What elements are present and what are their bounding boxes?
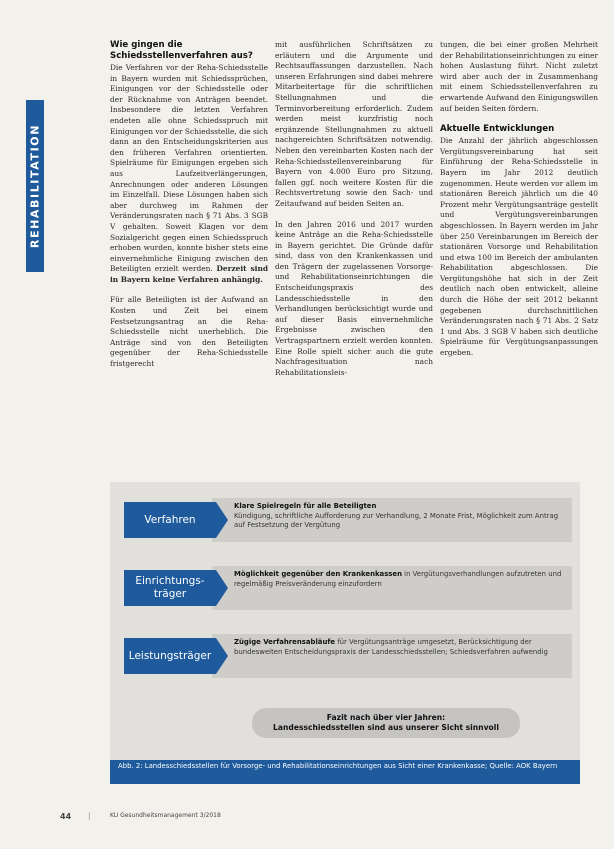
arrow-right-icon <box>216 502 228 538</box>
section-heading-developments: Aktuelle Entwicklungen <box>440 124 555 135</box>
paragraph-text: Die Verfahren vor der Reha-Schiedsstelle in Bayern wurden mit Schiedssprüchen, Einigungen vor der Schiedsstelle oder der Rücknahme von Anträgen beendet. Insbesondere die letzten Verfahren endeten alle ohne Schiedsspruch mit Einigungen vor der Schiedsstelle, die sich dann an den Entscheidungskriterien aus den früheren Verfahren orientierten. Spielräume für Einigungen ergeben sich aus Laufzeitverlängerungen, Anrechnungen oder anderen Lösungen im Einzelfall. Diese Lösungen haben sich aber durchweg im Rahmen der Veränderungsraten nach § 71 Abs. 3 SGB V gehalten. Soweit Klagen vor dem Sozialgericht gegen einen Schiedsspruch erhoben wurden, konnte bisher stets eine einvernehmliche Einigung zwischen den Beteiligten erzielt werden. <box>110 63 268 274</box>
figure-row-title: Zügige Verfahrensabläufe <box>234 638 336 646</box>
conclusion-line-2: Landesschiedsstellen sind aus unserer Sicht sinnvoll <box>273 723 499 732</box>
text-column-2 <box>275 40 433 388</box>
figure-row-einrichtungstraeger <box>120 566 572 610</box>
footer-separator: | <box>88 812 91 820</box>
figure-row-box <box>212 634 572 678</box>
figure-row-text: in Vergütungsverhandlungen aufzutreten und regelmäßig Preisveränderung einzufordern <box>234 570 562 588</box>
figure-row-box <box>212 498 572 542</box>
figure-row-leistungstraeger <box>120 634 572 678</box>
paragraph: In den Jahren 2016 und 2017 wurden keine Anträge an die Reha-Schiedsstelle in Bayern gerichtet. Die Gründe dafür sind, dass von den Krankenkassen und den Trägern der zugelassenen Vorsorge- und Rehabilitationseinrichtungen die Entscheidungspraxis des Landesschiedsstelle in den Verhandlungen berücksichtigt wurde und auf dieser Basis einvernehmliche Ergebnisse zwischen den Vertragspartnern erzielt werden konnten. Eine Rolle spielt sicher auch die gute Nachfragesituation nach Rehabilitationsleis- <box>275 219 433 377</box>
figure-row-text: Kündigung, schriftliche Aufforderung zur Verhandlung, 2 Monate Frist, Möglichkeit zum Antrag auf Festsetzung der Vergütung <box>234 511 559 530</box>
figure-row-title: Klare Spielregeln für alle Beteiligten <box>234 502 377 510</box>
figure-panel <box>110 482 580 760</box>
text-column-1 <box>110 40 268 380</box>
figure-row-label: Leistungsträger <box>124 638 216 674</box>
paragraph <box>110 63 268 285</box>
section-tab <box>26 100 44 272</box>
arrow-right-icon <box>216 570 228 606</box>
figure-row-title: Möglichkeit gegenüber den Krankenkassen <box>234 570 402 578</box>
journal-name: KU Gesundheitsmanagement 3/2018 <box>110 812 221 819</box>
figure-row-verfahren <box>120 498 572 542</box>
section-tab-label: REHABILITATION <box>28 123 42 249</box>
paragraph: tungen, die bei einer großen Mehrheit der Rehabilitationseinrichtungen zu einer hohen Auslastung führt. Nicht zuletzt wird aber auch der in Zusammenhang mit einem Schiedsstellenverfahren zu erwartende Aufwand den Einigungswillen auf beiden Seiten fördern. <box>440 40 598 113</box>
paragraph: Die Anzahl der jährlich abgeschlossen Vergütungsvereinbarung hat seit Einführung der Reha-Schiedsstelle in Bayern im Jahr 2012 deutlich zugenommen. Heute werden vor allem im stationären Bereich jährlich um die 40 Prozent mehr Vergütungsanträge gestellt und Vergütungsvereinbarungen abgeschlossen. In Bayern werden im Jahr über 250 Vereinbarungen im Bereich der stationären Vorsorge und Rehabilitation und etwa 100 im Bereich der ambulanten Rehabilitation abgeschlossen. Die Vergütungshöhe hat sich in der Zeit deutlich nach oben entwickelt, alleine durch die Höhe der seit 2012 bekannt gegebenen durchschnittlichen Veränderungsraten nach § 71 Abs. 2 Satz 1 und Abs. 3 SGB V haben sich deutliche Spielräume für Vergütungsanpassungen ergeben. <box>440 136 598 358</box>
page-number: 44 <box>60 812 72 821</box>
figure-row-label: Verfahren <box>124 502 216 538</box>
paragraph: mit ausführlichen Schriftsätzen zu erläutern und die Argumente und Rechtsauffassungen darzustellen. Nach unseren Erfahrungen sind dabei mehrere Mitarbeitertage für die schriftlichen Stellungnahmen und die Terminvorbereitung erforderlich. Zudem werden meist kurzfristig noch ergänzende Stellungnahmen zu aktuell nachgereichten Schriftsätzen notwendig. Neben den vereinbarten Kosten nach der Reha-Schiedsstellenvereinbarung für Bayern von 4.000 Euro pro Sitzung, fallen ggf. noch weitere Kosten für die Rechtsvertretung sowie den Sach- und Zeitaufwand auf beiden Seiten an. <box>275 40 433 208</box>
conclusion-line-1: Fazit nach über vier Jahren: <box>326 713 446 722</box>
figure-caption: Abb. 2: Landesschiedsstellen für Vorsorge- und Rehabilitationseinrichtungen aus Sicht einer Krankenkasse; Quelle: AOK Bayern <box>110 760 580 784</box>
figure-row-box <box>212 566 572 610</box>
arrow-right-icon <box>216 638 228 674</box>
paragraph: Für alle Beteiligten ist der Aufwand an Kosten und Zeit bei einem Festsetzungsantrag an die Reha-Schiedsstelle nicht unerheblich. Die Anträge sind von den Beteiligten gegenüber der Reha-Schiedsstelle fristgerecht <box>110 295 268 369</box>
text-column-3 <box>440 40 598 369</box>
figure-row-label: Einrichtungs-träger <box>124 570 216 606</box>
figure-row-text: für Vergütungsanträge umgesetzt, Berücksichtigung der bundesweiten Entscheidungspraxis der Landesschiedsstellen; Schiedsverfahren aufwendig <box>234 638 548 656</box>
paragraph-emphasis: Derzeit sind in Bayern keine Verfahren anhängig. <box>110 264 268 284</box>
conclusion-pill <box>252 708 520 738</box>
section-heading-outcomes: Wie gingen die Schiedsstellenverfahren aus? <box>110 40 253 61</box>
